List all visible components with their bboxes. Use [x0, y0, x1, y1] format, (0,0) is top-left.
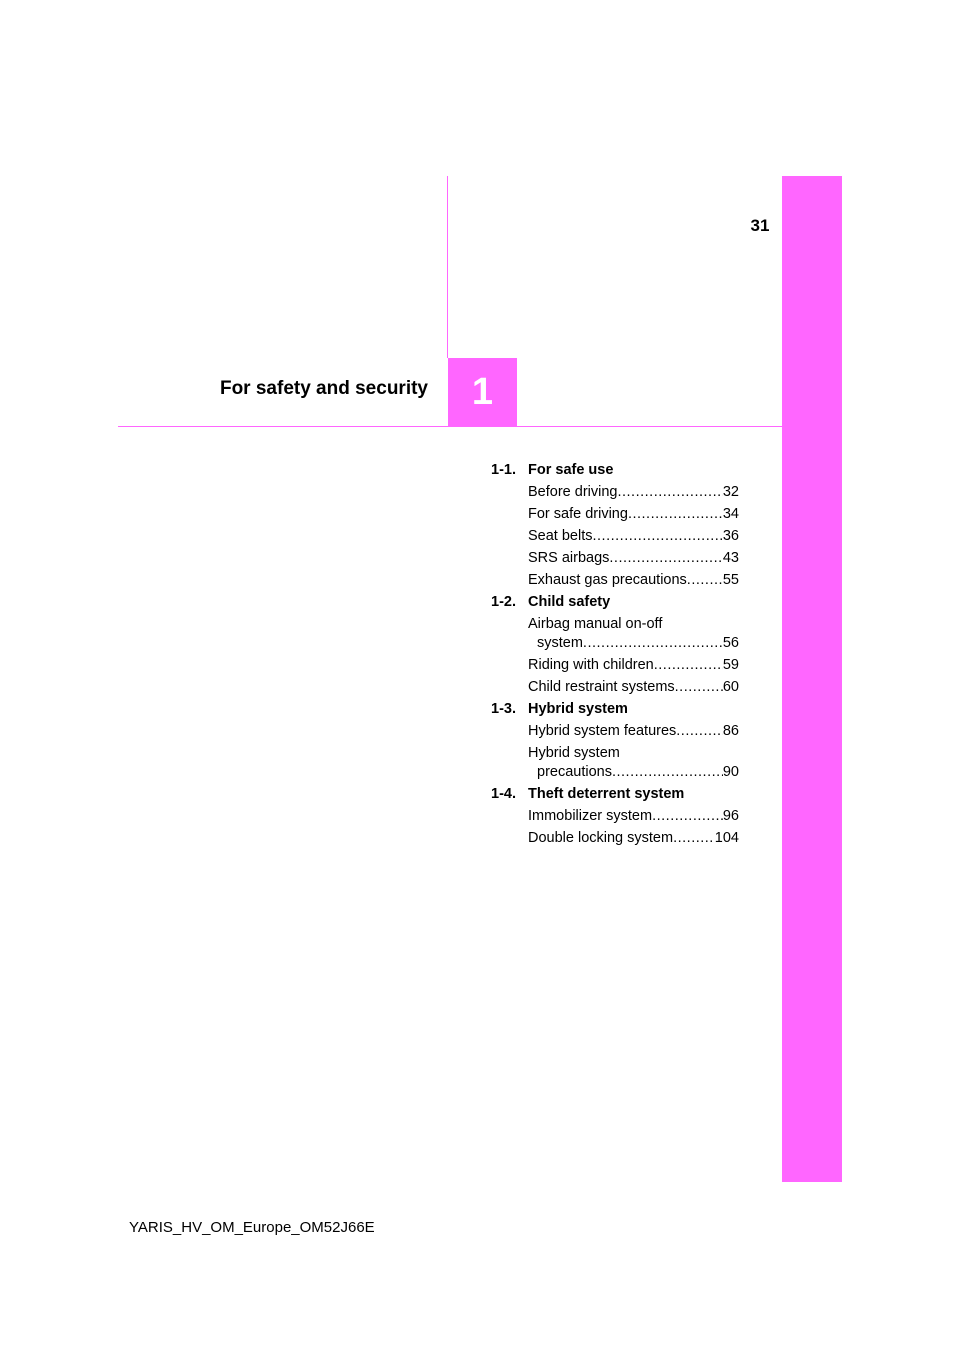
document-footer-code: YARIS_HV_OM_Europe_OM52J66E: [129, 1219, 375, 1236]
entry-label: Child restraint systems: [528, 679, 675, 695]
entry-label: Double locking system: [528, 830, 674, 846]
dot-leader: [673, 827, 715, 849]
toc-entry-airbag-manual-on-off-system[interactable]: [528, 613, 739, 654]
dot-leader: [609, 547, 722, 569]
dot-leader: [675, 676, 723, 698]
toc-entry-riding-with-children[interactable]: [528, 654, 739, 676]
entry-page: 90: [722, 764, 739, 780]
entry-label: SRS airbags: [528, 550, 610, 566]
toc-entry-for-safe-driving[interactable]: [528, 503, 739, 525]
toc-entry-immobilizer-system[interactable]: [528, 805, 739, 827]
toc-entry-hybrid-system-features[interactable]: [528, 720, 739, 742]
entry-page: 32: [722, 484, 739, 500]
entry-label-line2: system: [537, 635, 583, 651]
dot-leader: [652, 805, 723, 827]
chapter-side-tab: [782, 176, 842, 1182]
entry-label-line2: precautions: [537, 764, 612, 780]
entry-page: 56: [722, 635, 739, 651]
toc-entry-before-driving[interactable]: [528, 481, 739, 503]
section-title: Hybrid system: [528, 701, 628, 717]
dot-leader: [676, 720, 723, 742]
entry-label: Before driving: [528, 484, 618, 500]
dot-leader: [654, 654, 723, 676]
section-title: For safe use: [528, 462, 614, 478]
dot-leader: [612, 763, 723, 782]
entry-label: Seat belts: [528, 528, 593, 544]
page-number: 31: [750, 216, 770, 235]
toc-section-1-1[interactable]: [491, 459, 739, 481]
entry-label: Immobilizer system: [528, 808, 653, 824]
entry-page: 55: [722, 572, 739, 588]
entry-page: 96: [722, 808, 739, 824]
toc-section-1-3[interactable]: [491, 698, 739, 720]
vertical-divider: [447, 176, 448, 358]
dot-leader: [617, 481, 722, 503]
chapter-title: For safety and security: [219, 378, 428, 399]
entry-page: 36: [722, 528, 739, 544]
entry-page: 104: [714, 830, 739, 846]
dot-leader: [628, 503, 723, 525]
table-of-contents: [491, 459, 739, 849]
section-title: Child safety: [528, 594, 611, 610]
section-number: 1-1.: [491, 462, 516, 478]
entry-page: 43: [722, 550, 739, 566]
section-number: 1-4.: [491, 786, 516, 802]
entry-label-line1: Hybrid system: [528, 745, 620, 761]
toc-entry-child-restraint-systems[interactable]: [528, 676, 739, 698]
toc-entry-exhaust-gas-precautions[interactable]: [528, 569, 739, 591]
dot-leader: [583, 634, 723, 653]
toc-section-1-2[interactable]: [491, 591, 739, 613]
entry-label: For safe driving: [528, 506, 628, 522]
entry-label: Exhaust gas precautions: [528, 572, 687, 588]
section-number: 1-3.: [491, 701, 516, 717]
toc-entry-double-locking-system[interactable]: [528, 827, 739, 849]
toc-entry-srs-airbags[interactable]: [528, 547, 739, 569]
dot-leader: [593, 525, 723, 547]
entry-page: 86: [722, 723, 739, 739]
toc-entry-hybrid-system-precautions[interactable]: [528, 742, 739, 783]
toc-entry-seat-belts[interactable]: [528, 525, 739, 547]
entry-page: 59: [722, 657, 739, 673]
entry-label: Riding with children: [528, 657, 654, 673]
chapter-number-box: 1: [448, 358, 517, 427]
entry-page: 60: [722, 679, 739, 695]
entry-label: Hybrid system features: [528, 723, 677, 739]
entry-label-line1: Airbag manual on-off: [528, 616, 663, 632]
dot-leader: [687, 569, 723, 591]
section-number: 1-2.: [491, 594, 516, 610]
section-title: Theft deterrent system: [528, 786, 685, 802]
entry-page: 34: [722, 506, 739, 522]
toc-section-1-4[interactable]: [491, 783, 739, 805]
